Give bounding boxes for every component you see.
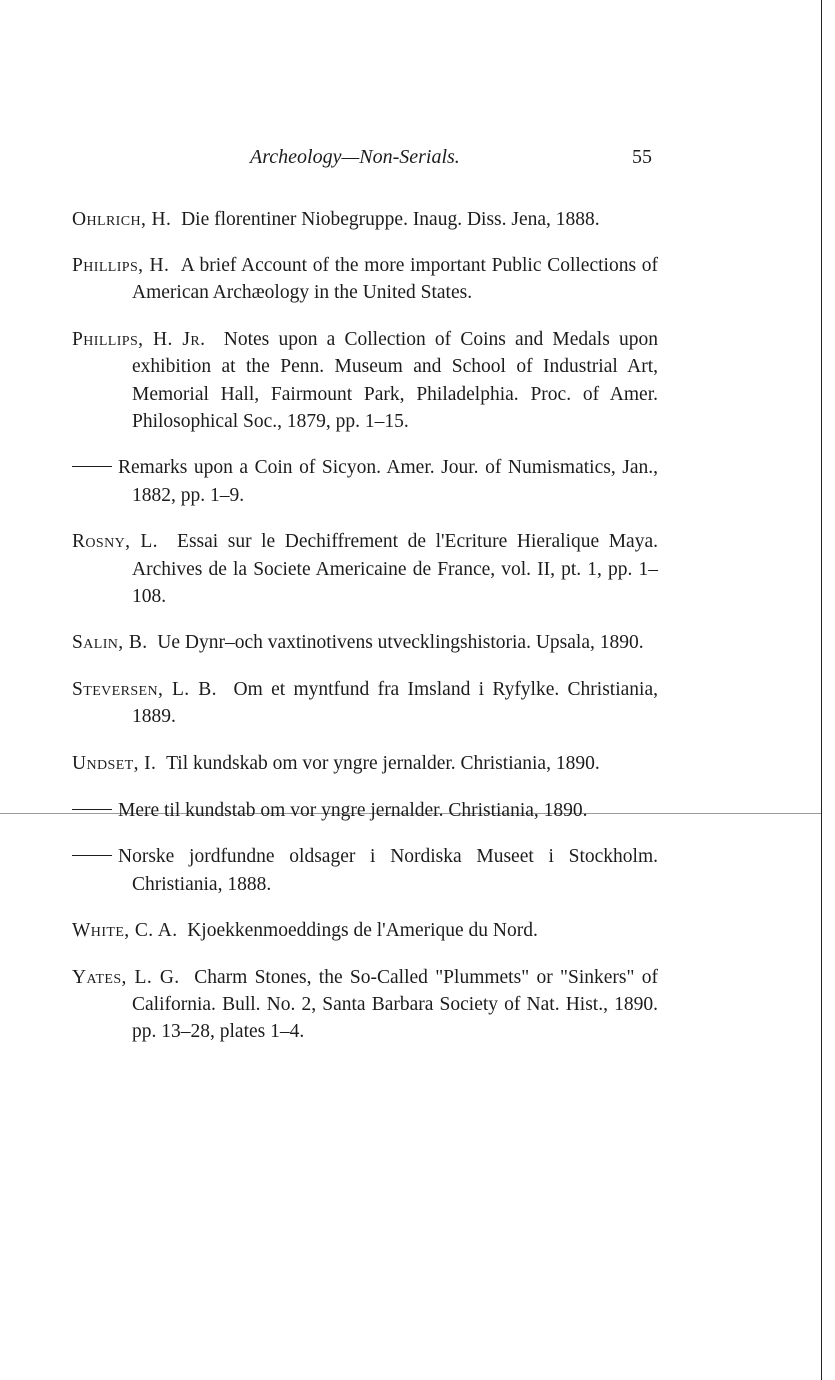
entry-text: Kjoekkenmoeddings de l'Amerique du Nord. xyxy=(187,920,538,942)
bibliography-entry xyxy=(72,528,658,610)
bibliography-list xyxy=(72,186,658,1059)
entry-text: Om et myntfund fra Imsland i Ryfylke. Christiania, 1889. xyxy=(132,679,658,728)
bibliography-entry xyxy=(72,797,658,824)
entry-text: Remarks upon a Coin of Sicyon. Amer. Jour. of Numismatics, Jan., 1882, pp. 1–9. xyxy=(118,457,658,506)
bibliography-entry xyxy=(72,206,658,233)
bibliography-entry xyxy=(72,750,658,777)
bibliography-entry xyxy=(72,676,658,730)
entry-author: Yates, L. G. xyxy=(72,967,180,989)
ditto-dash xyxy=(72,855,112,856)
entry-text: Til kundskab om vor yngre jernalder. Christiania, 1890. xyxy=(166,753,600,775)
entry-text: Die florentiner Niobegruppe. Inaug. Diss. Jena, 1888. xyxy=(181,208,600,230)
entry-text: Norske jordfundne oldsager i Nordiska Museet i Stockholm. Christiania, 1888. xyxy=(118,846,658,895)
entry-author: White, C. A. xyxy=(72,920,178,942)
entry-text: Ue Dynr–och vaxtinotivens utvecklingshistoria. Upsala, 1890. xyxy=(157,632,644,654)
entry-text: Notes upon a Collection of Coins and Medals upon exhibition at the Penn. Museum and School of Industrial Art, Memorial Hall, Fairmount Park, Philadelphia. Proc. of Amer. Philosophical Soc., 1879, pp. 1–15. xyxy=(132,329,658,432)
entry-text: Essai sur le Dechiffrement de l'Ecriture Hieralique Maya. Archives de la Societe Americaine de France, vol. II, pt. 1, pp. 1–108. xyxy=(132,531,658,607)
entry-text: A brief Account of the more important Public Collections of American Archæology in the United States. xyxy=(132,255,659,304)
entry-text: Charm Stones, the So-Called "Plummets" or "Sinkers" of California. Bull. No. 2, Santa Barbara Society of Nat. Hist., 1890. pp. 13–28, plates 1–4. xyxy=(132,967,658,1043)
bibliography-entry xyxy=(72,454,658,508)
ditto-dash xyxy=(72,809,112,810)
bibliography-entry xyxy=(72,252,658,306)
entry-author: Ohlrich, H. xyxy=(72,208,172,230)
entry-author: Phillips, H. Jr. xyxy=(72,329,206,351)
bibliography-entry xyxy=(72,964,658,1046)
running-header xyxy=(0,144,835,170)
page-edge xyxy=(821,0,822,1380)
entry-author: Phillips, H. xyxy=(72,255,170,277)
entry-author: Steversen, L. B. xyxy=(72,679,217,701)
page-number: 55 xyxy=(632,146,652,168)
entry-author: Rosny, L. xyxy=(72,531,158,553)
entry-author: Undset, I. xyxy=(72,753,157,775)
bibliography-entry xyxy=(72,917,658,944)
bibliography-entry xyxy=(72,843,658,897)
running-title: Archeology—Non-Serials. xyxy=(250,146,460,168)
bibliography-entry xyxy=(72,629,658,656)
entry-author: Salin, B. xyxy=(72,632,148,654)
entry-text: Mere til kundstab om vor yngre jernalder. Christiania, 1890. xyxy=(118,799,588,821)
bibliography-entry xyxy=(72,326,658,435)
ditto-dash xyxy=(72,466,112,467)
